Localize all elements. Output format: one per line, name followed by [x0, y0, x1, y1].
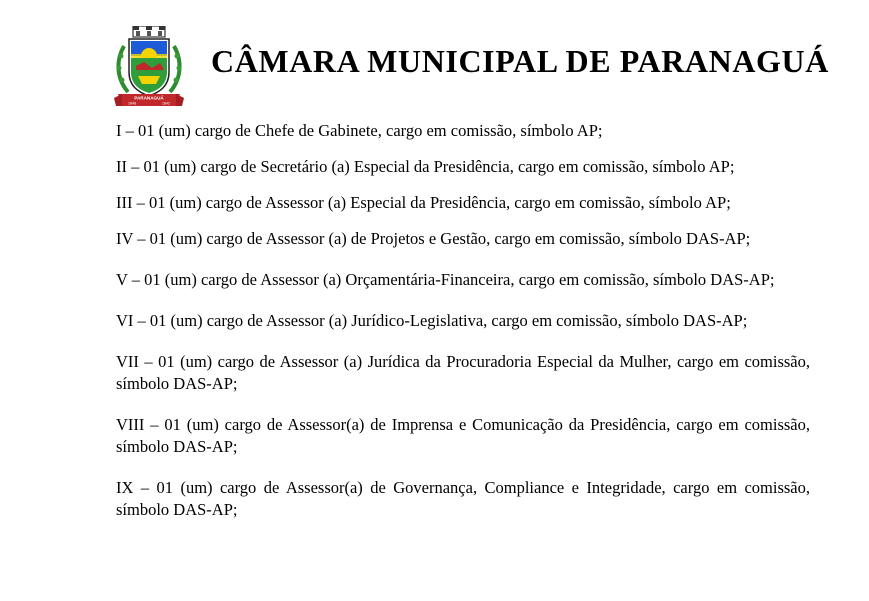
list-item: IV – 01 (um) cargo de Assessor (a) de Projetos e Gestão, cargo em comissão, símbolo DAS-AP; — [116, 229, 751, 248]
list-item: II – 01 (um) cargo de Secretário (a) Especial da Presidência, cargo em comissão, símbolo AP; — [116, 157, 735, 176]
svg-text:PARANAGUÁ: PARANAGUÁ — [134, 95, 164, 101]
municipal-coat-of-arms-icon — [114, 26, 184, 110]
list-item: I – 01 (um) cargo de Chefe de Gabinete, cargo em comissão, símbolo AP; — [116, 121, 603, 140]
svg-text:1648: 1648 — [128, 101, 136, 106]
page-title: CÂMARA MUNICIPAL DE PARANAGUÁ — [211, 43, 829, 79]
list-item: V – 01 (um) cargo de Assessor (a) Orçamentária-Financeira, cargo em comissão, símbolo DAS-AP; — [116, 270, 775, 289]
letterhead — [114, 22, 829, 112]
list-item: III – 01 (um) cargo de Assessor (a) Especial da Presidência, cargo em comissão, símbolo AP; — [116, 193, 731, 212]
list-item: VI – 01 (um) cargo de Assessor (a) Jurídico-Legislativa, cargo em comissão, símbolo DAS-AP; — [116, 311, 748, 330]
position-list — [116, 120, 810, 540]
svg-text:1842: 1842 — [162, 101, 170, 106]
list-item: IX – 01 (um) cargo de Assessor(a) de Governança, Compliance e Integridade, cargo em comissão, símbolo DAS-AP; — [116, 478, 810, 519]
list-item: VII – 01 (um) cargo de Assessor (a) Jurídica da Procuradoria Especial da Mulher, cargo em comissão, símbolo DAS-AP; — [116, 352, 810, 393]
list-item: VIII – 01 (um) cargo de Assessor(a) de Imprensa e Comunicação da Presidência, cargo em comissão, símbolo DAS-AP; — [116, 415, 810, 456]
